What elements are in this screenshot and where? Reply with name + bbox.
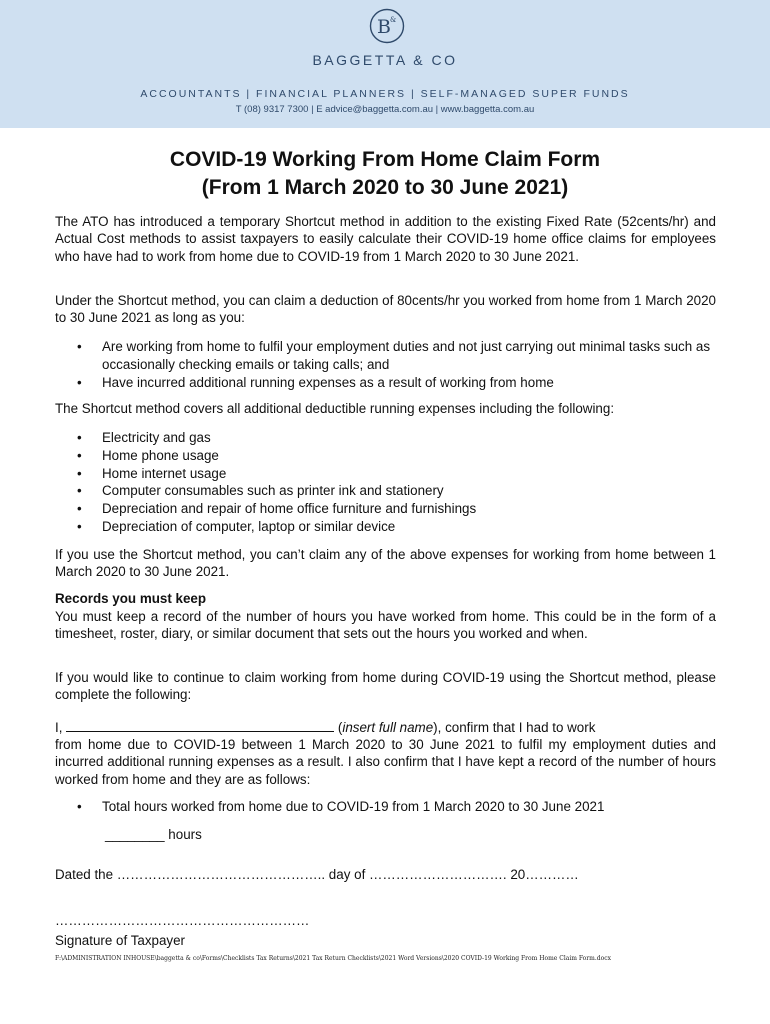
total-hours-list: [55, 798, 716, 816]
list-item: [55, 447, 716, 465]
bullet-icon: •: [77, 501, 82, 517]
name-hint: insert full name: [342, 720, 434, 735]
paren-open: (: [334, 720, 343, 735]
letterhead-band: [0, 0, 770, 128]
company-contact: T (08) 9317 7300 | E advice@baggetta.com.au | www.baggetta.com.au: [235, 104, 535, 115]
full-name-field[interactable]: [66, 718, 334, 732]
baggetta-logo-icon: [369, 8, 405, 44]
signature-label: Signature of Taxpayer: [55, 933, 186, 948]
hours-field[interactable]: ________ hours: [105, 827, 202, 842]
form-title: COVID-19 Working From Home Claim Form: [169, 148, 601, 171]
list-item: [55, 465, 716, 483]
list-item: [55, 374, 716, 392]
form-subtitle: (From 1 March 2020 to 30 June 2021): [201, 176, 569, 199]
company-name: BAGGETTA & CO: [312, 52, 458, 68]
bullet-icon: •: [77, 465, 82, 481]
declaration-prefix: I,: [55, 720, 67, 735]
declaration-after-name: ), confirm that I had to work: [433, 720, 596, 735]
logo-ampersand: &: [390, 16, 397, 24]
logo-letter: B: [377, 16, 391, 38]
bullet-icon: •: [77, 374, 82, 390]
declaration-first-line: [55, 718, 716, 736]
list-item-text: Home phone usage: [102, 447, 219, 463]
signature-line[interactable]: …………………………………………………: [55, 913, 310, 928]
list-item-text: Home internet usage: [102, 465, 227, 481]
list-item-text: Have incurred additional running expenses as a result of working from home: [102, 374, 554, 390]
list-item: [55, 429, 716, 447]
company-services: ACCOUNTANTS | FINANCIAL PLANNERS | SELF-MANAGED SUPER FUNDS: [140, 88, 630, 100]
list-item: [55, 500, 716, 518]
list-item-text: Are working from home to fulfil your employment duties and not just carrying out minimal tasks such as occasionally checking emails or taking calls; and: [102, 339, 711, 372]
list-item: [55, 482, 716, 500]
bullet-icon: •: [77, 483, 82, 499]
bullet-icon: •: [77, 447, 82, 463]
dated-line[interactable]: Dated the ……………………………………….. day of …………………………. 20…………: [55, 867, 579, 882]
list-item-text: Depreciation and repair of home office furniture and furnishings: [102, 501, 477, 517]
cant-claim-paragraph: If you use the Shortcut method, you can’t claim any of the above expenses for working from home between 1 March 2020 to 30 June 2021.: [55, 547, 716, 580]
continue-paragraph: If you would like to continue to claim working from home during COVID-19 using the Shortcut method, please complete the following:: [55, 670, 716, 703]
bullet-icon: •: [77, 339, 82, 354]
list-item-text: Depreciation of computer, laptop or similar device: [102, 518, 396, 534]
file-path-footer: F:\ADMINISTRATION INHOUSE\baggetta & co\Forms\Checklists Tax Returns\2021 Tax Return Checklists\2021 Word Versions\2020 COVID-19 Working From Home Claim Form.docx: [55, 955, 611, 962]
list-item-text: Electricity and gas: [102, 430, 211, 445]
records-paragraph: You must keep a record of the number of hours you have worked from home. This could be in the form of a timesheet, roster, diary, or similar document that sets out the hours you worked and when.: [55, 609, 716, 642]
list-item-text: Computer consumables such as printer ink and stationery: [102, 483, 444, 499]
declaration-paragraph: from home due to COVID-19 between 1 March 2020 to 30 June 2021 to fulfil my employment duties and incurred additional running expenses as a result. I also confirm that I have kept a record of the number of hours worked from home and they are as follows:: [55, 737, 716, 787]
bullet-icon: •: [77, 430, 82, 445]
bullet-icon: •: [77, 518, 82, 534]
records-heading: Records you must keep: [55, 591, 207, 606]
list-item: [55, 798, 716, 816]
covers-paragraph: The Shortcut method covers all additional deductible running expenses including the following:: [55, 401, 615, 416]
list-item: [55, 518, 716, 536]
list-item-text: Total hours worked from home due to COVID-19 from 1 March 2020 to 30 June 2021: [102, 799, 605, 814]
bullet-icon: •: [77, 799, 82, 814]
conditions-list: [55, 338, 716, 391]
expenses-list: [55, 429, 716, 536]
intro-paragraph: The ATO has introduced a temporary Shortcut method in addition to the existing Fixed Rate (52cents/hr) and Actual Cost methods to assist taxpayers to easily calculate their COVID-19 home office claims for employees who have had to work from home due to COVID-19 from 1 March 2020 to 30 June 2021.: [55, 214, 716, 264]
shortcut-intro-paragraph: Under the Shortcut method, you can claim a deduction of 80cents/hr you worked from home from 1 March 2020 to 30 June 2021 as long as you:: [55, 293, 716, 326]
list-item: [55, 338, 716, 374]
